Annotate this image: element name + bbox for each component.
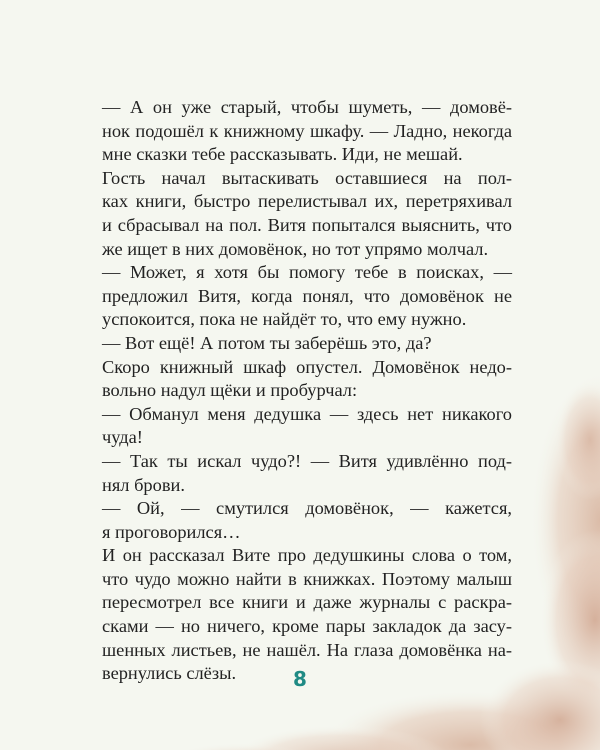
text-line: нок подошёл к книжному шкафу. — Ладно, некогда (102, 120, 512, 141)
page-number: 8 (293, 667, 307, 691)
text-line: чуда! (102, 427, 143, 448)
text-line: — Вот ещё! А потом ты заберёшь это, да? (102, 332, 432, 353)
text-line: Гость начал вытаскивать оставшиеся на пол- (102, 167, 512, 188)
text-line: — Так ты искал чудо?! — Витя удивлённо под- (102, 450, 512, 471)
text-line: мне сказки тебе рассказывать. Иди, не мешай. (102, 144, 463, 165)
text-line: ках книги, быстро перелистывал их, перетряхивал (102, 191, 512, 212)
text-line: Скоро книжный шкаф опустел. Домовёнок недо- (102, 356, 512, 377)
text-line: я проговорился… (102, 521, 241, 542)
text-line: шенных листьев, не нашёл. На глаза домовёнка на- (102, 639, 512, 660)
text-line: вернулись слёзы. (102, 663, 237, 684)
text-line: нял брови. (102, 474, 185, 495)
text-line: и сбрасывал на пол. Витя попытался выяснить, что (102, 214, 512, 235)
text-line: — А он уже старый, чтобы шуметь, — домовё- (102, 97, 512, 117)
text-line: что чудо можно найти в книжках. Поэтому малыш (102, 568, 512, 589)
story-text (102, 96, 512, 686)
text-line: И он рассказал Вите про дедушкины слова о том, (102, 545, 512, 566)
text-line: — Ой, — смутился домовёнок, — кажется, (102, 498, 512, 519)
text-line: предложил Витя, когда понял, что домовёнок не (102, 285, 512, 306)
text-line: — Обманул меня дедушка — здесь нет никакого (102, 403, 512, 424)
text-line: пересмотрел все книги и даже журналы с раскра- (102, 592, 512, 613)
text-line: же ищет в них домовёнок, но тот упрямо молчал. (102, 238, 489, 259)
text-line: вольно надул щёки и пробурчал: (102, 380, 358, 401)
text-line: успокоится, пока не найдёт то, что ему нужно. (102, 309, 467, 330)
text-line: — Может, я хотя бы помогу тебе в поисках, — (102, 262, 512, 283)
text-line: сками — но ничего, кроме пары закладок да засу- (102, 616, 512, 637)
